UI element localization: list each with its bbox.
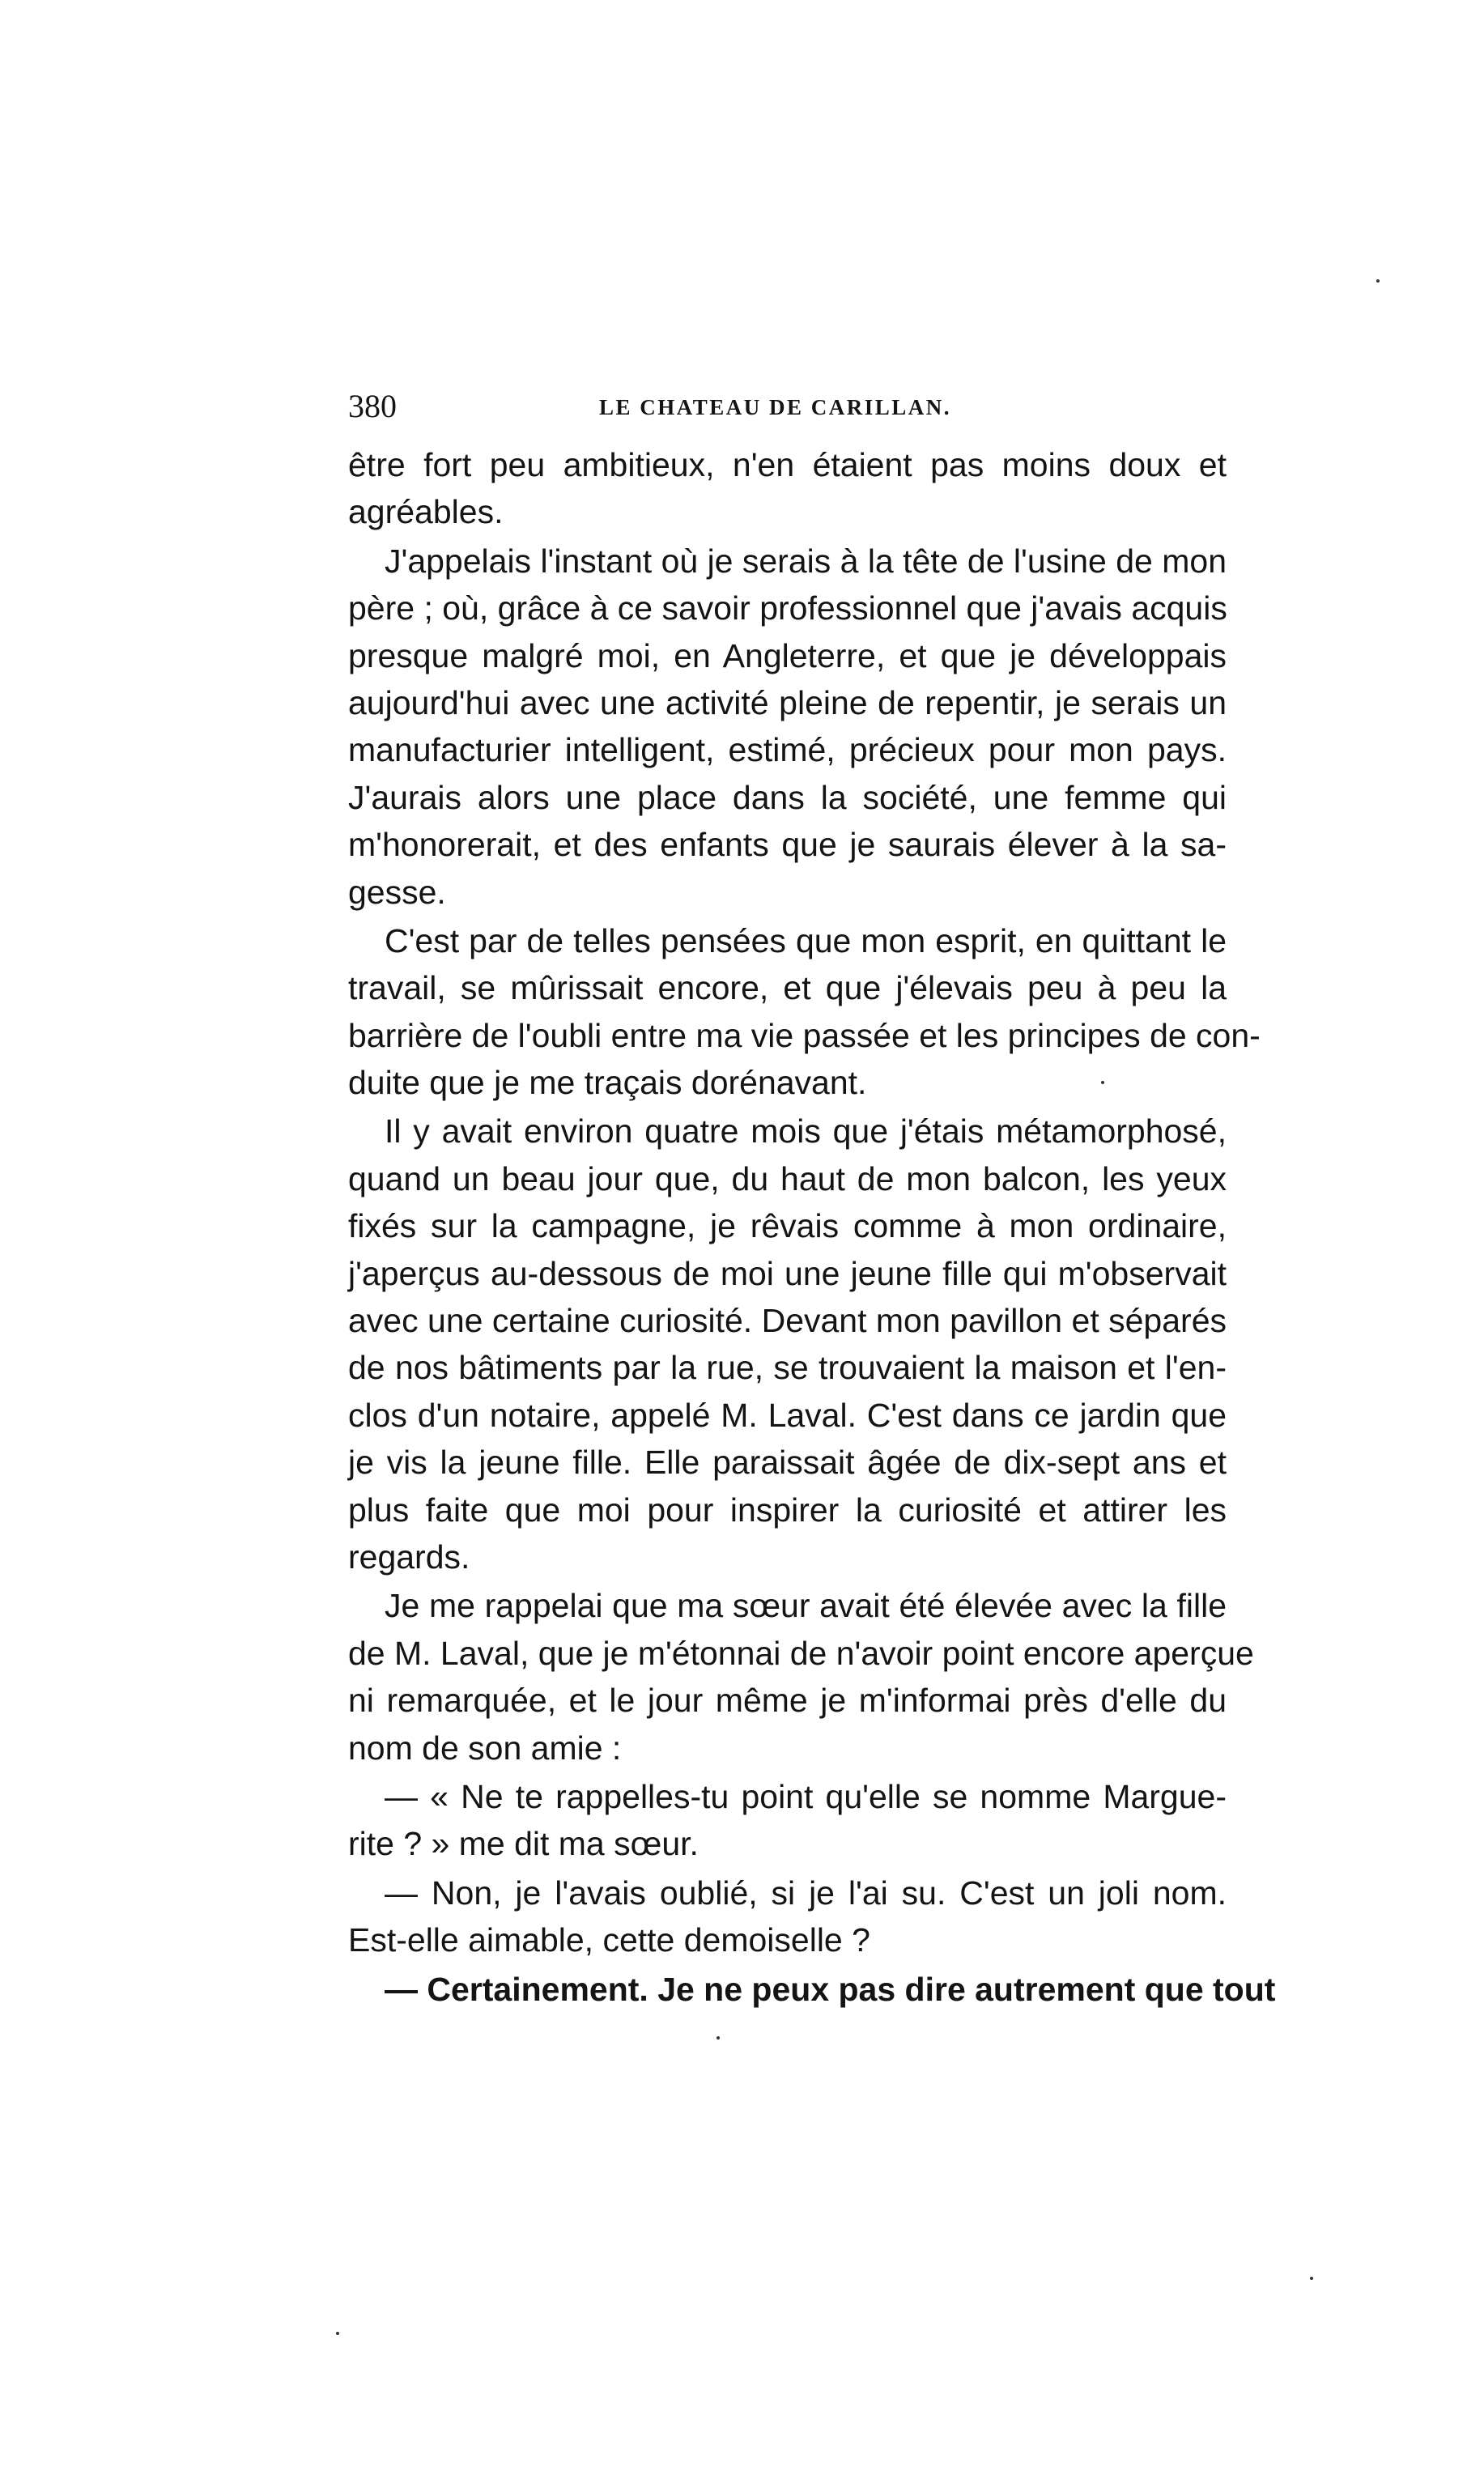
dialogue-line: — Certainement. Je ne peux pas dire autrement que tout [385, 1970, 1276, 2008]
print-speck [336, 2332, 339, 2335]
text-line: avec une certaine curiosité. Devant mon pavillon et séparés [348, 1302, 1227, 1340]
text-line: travail, se mûrissait encore, et que j'élevais peu à peu la [348, 969, 1227, 1007]
print-speck [1376, 279, 1380, 283]
text-line: m'honorerait, et des enfants que je saurais élever à la sa- [348, 826, 1227, 864]
text-line: de M. Laval, que je m'étonnai de n'avoir point encore aperçue [348, 1634, 1254, 1672]
text-line: de nos bâtiments par la rue, se trouvaient la maison et l'en- [348, 1349, 1227, 1387]
print-speck [1101, 1081, 1104, 1084]
text-line: nom de son amie : [348, 1729, 622, 1767]
print-speck [716, 2036, 720, 2040]
text-line: quand un beau jour que, du haut de mon balcon, les yeux [348, 1159, 1227, 1197]
page-header [348, 382, 1247, 431]
text-line: duite que je me traçais dorénavant. [348, 1064, 867, 1102]
text-line: regards. [348, 1538, 470, 1576]
dialogue-line: — « Ne te rappelles-tu point qu'elle se nomme Margue- [385, 1777, 1227, 1815]
page-number: 380 [348, 388, 397, 424]
body-text [348, 441, 1276, 2013]
text-line: rite ? » me dit ma sœur. [348, 1825, 699, 1863]
paragraph-start-line: Je me rappelai que ma sœur avait été élevée avec la fille [385, 1587, 1227, 1625]
paragraph-start-line: J'appelais l'instant où je serais à la tête de l'usine de mon [385, 542, 1227, 580]
text-line: aujourd'hui avec une activité pleine de repentir, je serais un [348, 683, 1227, 721]
paragraph-start-line: Il y avait environ quatre mois que j'étais métamorphosé, [385, 1112, 1227, 1151]
text-line: agréables. [348, 493, 504, 531]
dialogue-line: — Non, je l'avais oublié, si je l'ai su. C'est un joli nom. [385, 1874, 1227, 1912]
text-line: ni remarquée, et le jour même je m'informai près d'elle du [348, 1682, 1227, 1720]
text-line: clos d'un notaire, appelé M. Laval. C'est dans ce jardin que [348, 1396, 1227, 1434]
text-line: barrière de l'oubli entre ma vie passée et les principes de con- [348, 1016, 1261, 1054]
paragraph-start-line: C'est par de telles pensées que mon esprit, en quittant le [385, 921, 1227, 959]
print-speck [1310, 2277, 1313, 2280]
text-line: J'aurais alors une place dans la société, une femme qui [348, 778, 1227, 816]
text-line: Est-elle aimable, cette demoiselle ? [348, 1921, 870, 1959]
text-line: gesse. [348, 873, 446, 911]
text-line: être fort peu ambitieux, n'en étaient pas moins doux et [348, 446, 1227, 483]
running-title: LE CHATEAU DE CARILLAN. [599, 395, 952, 419]
text-line: plus faite que moi pour inspirer la curiosité et attirer les [348, 1491, 1227, 1529]
text-line: père ; où, grâce à ce savoir professionnel que j'avais acquis [348, 589, 1227, 627]
text-line: j'aperçus au-dessous de moi une jeune fille qui m'observait [348, 1254, 1227, 1292]
text-line: je vis la jeune fille. Elle paraissait âgée de dix-sept ans et [348, 1444, 1227, 1482]
text-line: manufacturier intelligent, estimé, précieux pour mon pays. [348, 731, 1227, 769]
text-line: fixés sur la campagne, je rêvais comme à mon ordinaire, [348, 1207, 1227, 1245]
text-line: presque malgré moi, en Angleterre, et que je développais [348, 636, 1227, 674]
